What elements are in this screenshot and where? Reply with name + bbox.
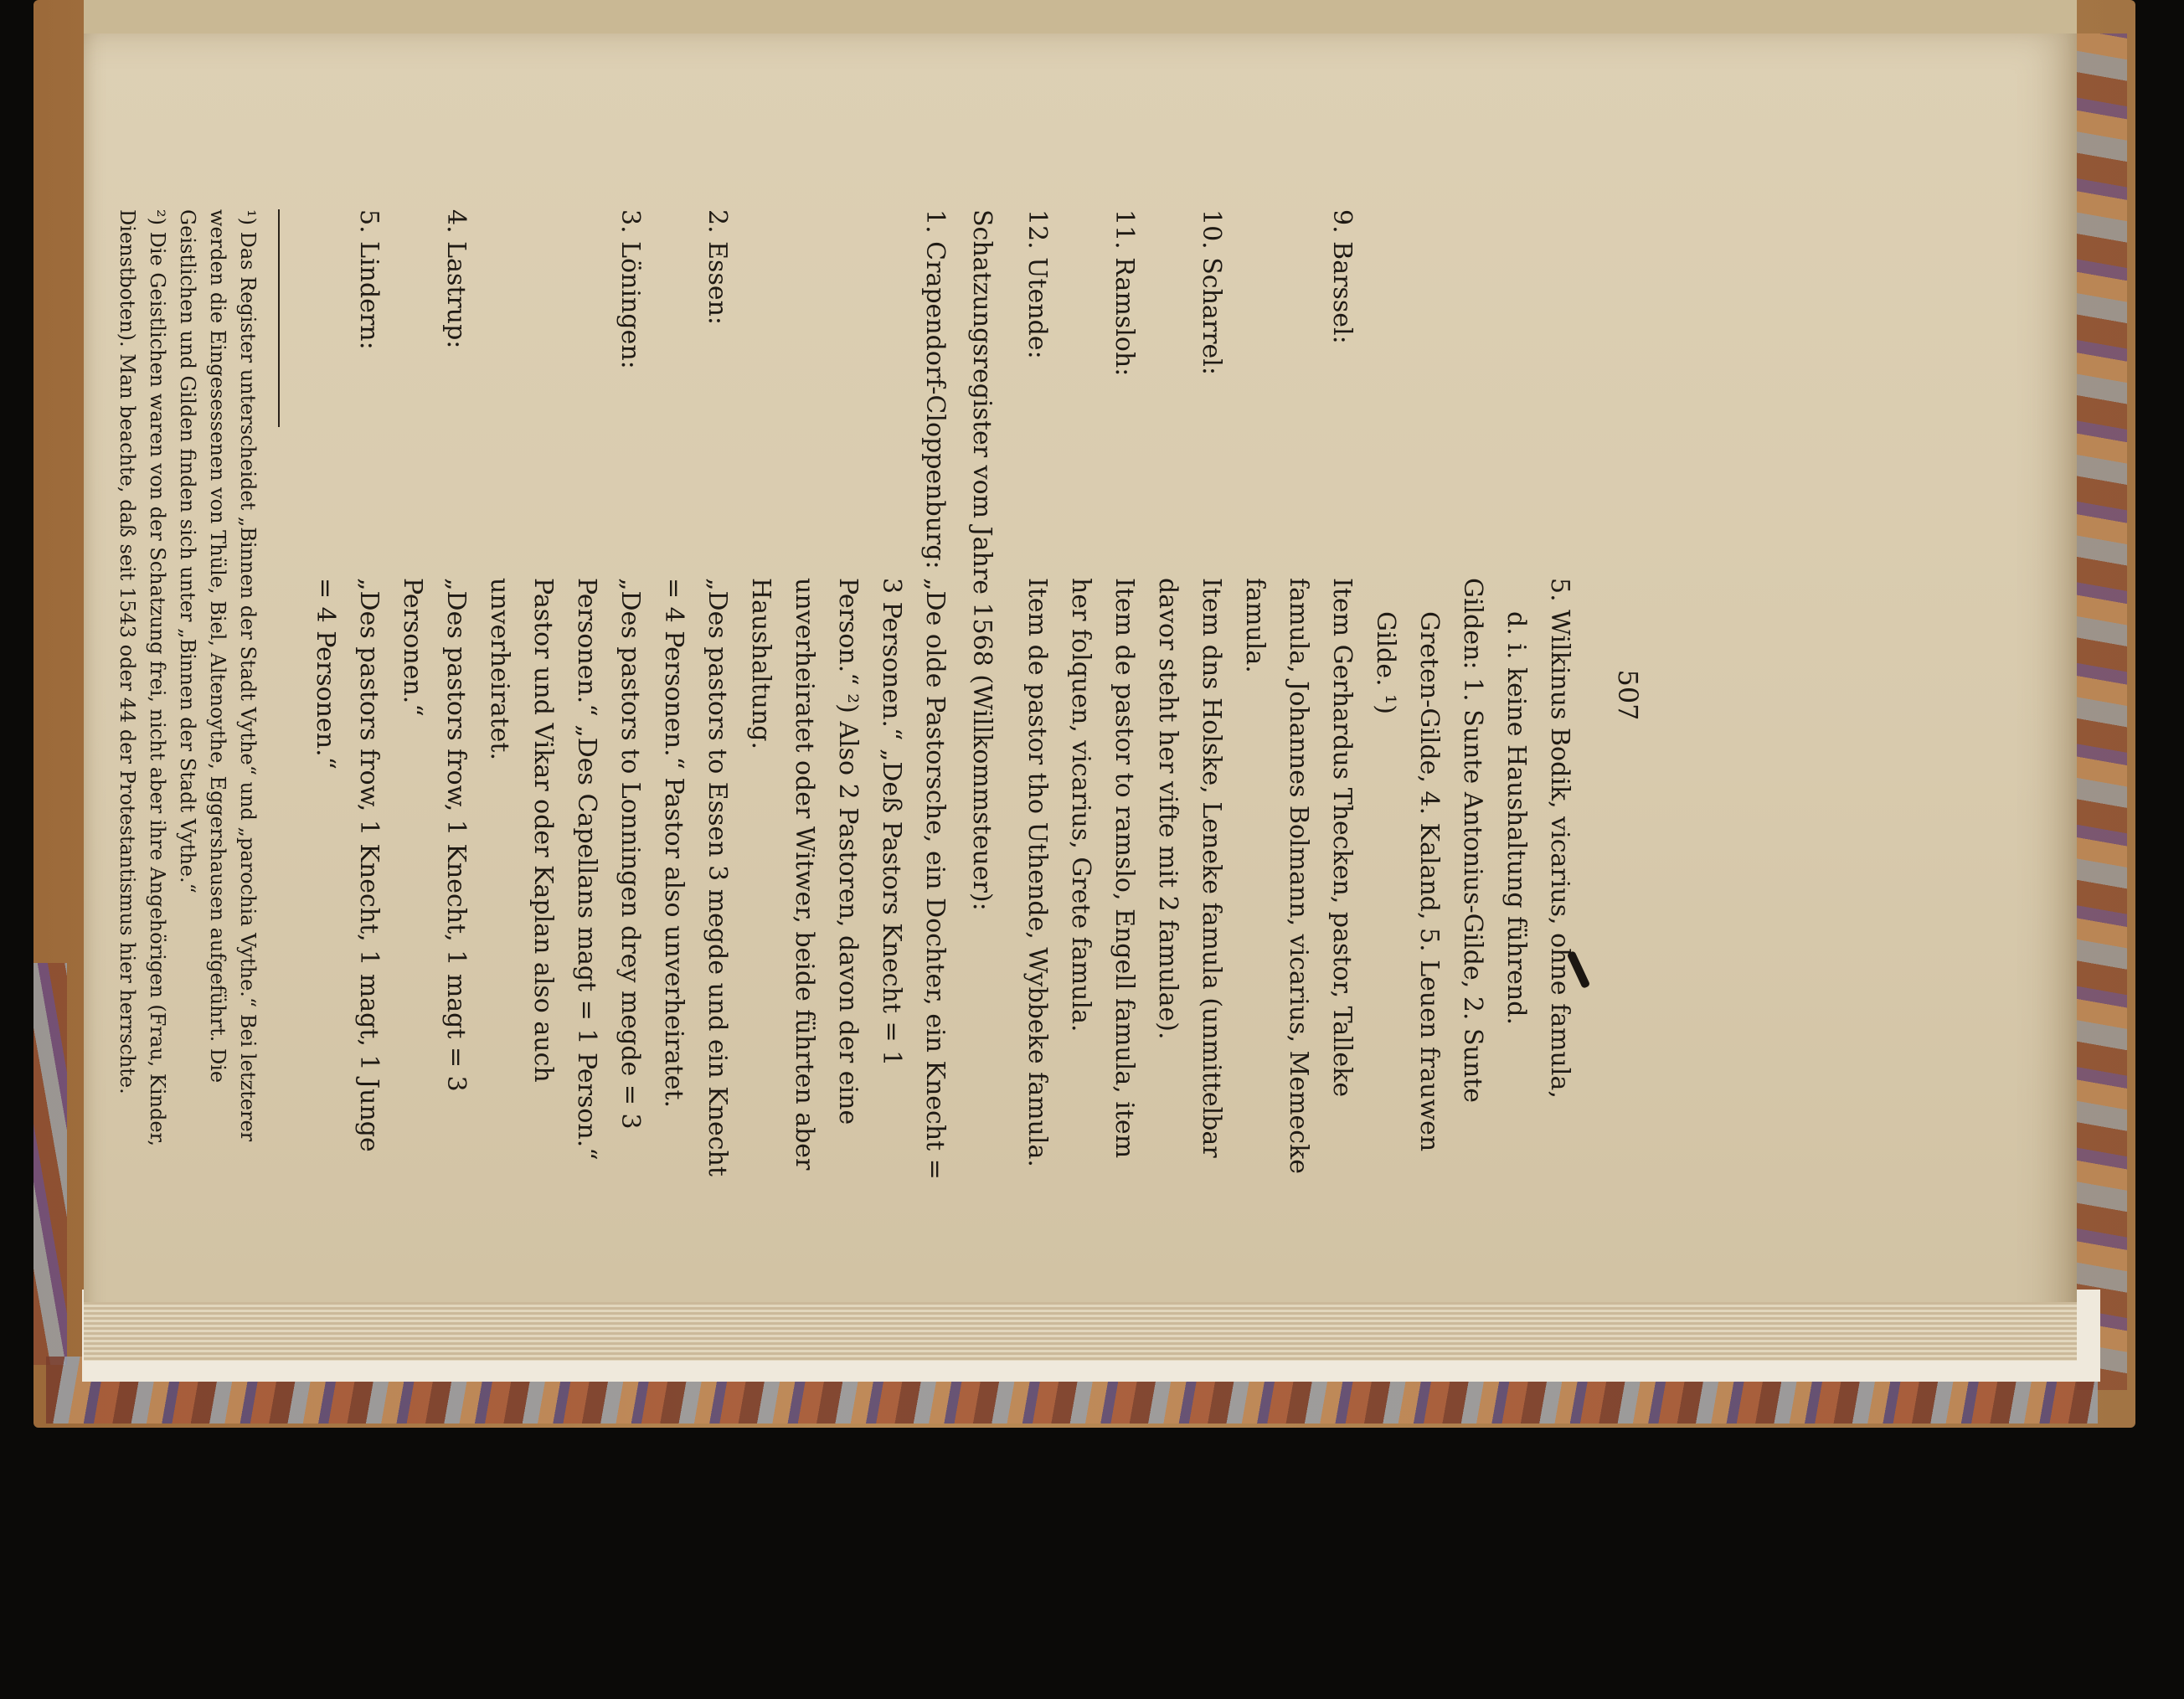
footnote-2: ²) Die Geistlichen waren von der Schatzung frei, nicht aber ihre Angehörigen (Frau, Kinder, Dienstboten). Man beachte, daß seit 1543 oder 44 der Protestantismus hier herrschte. [116,209,169,1147]
entry-label: 1. Crapendorf-Cloppenburg: [920,209,950,569]
text-line: Greten-Gilde, 4. Kaland, 5. Leuen frauwen [1414,611,1444,1152]
entry-text: Item de pastor tho Uthende, Wybbeke famula. [1022,578,1052,1167]
entry-text: Item Gerhardus Thecken, pastor, Talleke famula, Johannes Bolmann, vicarius, Memecke famula. [1240,578,1357,1175]
text-line: 5. Wilkinus Bodik, vicarius, ohne famula, [1545,578,1574,1099]
entry-text: Item de pastor to ramslo, Engell famula, item her folquen, vicarius, Grete famula. [1066,578,1139,1159]
entry-utende [1015,209,1059,1181]
text-line: Gilde. ¹) [1371,611,1400,714]
entry-essen [652,209,739,1181]
footnote-divider [278,209,280,427]
text-line: d. i. keine Haushaltung führend. [1502,611,1531,1025]
marbled-endpaper-right [2077,33,2127,1390]
entry-label: 3. Löningen: [616,209,645,369]
entry-text: „Des pastors frow, 1 Knecht, 1 magt = 3 Personen.“ [398,578,471,1092]
entry-label: 11. Ramsloh: [1110,209,1139,377]
entry-scharrel [1146,209,1233,1181]
entry-label: 2. Essen: [703,209,732,326]
entry-text: „Des pastors to Essen 3 megde und ein Knecht = 4 Personen.“ Pastor also unverheiratet. [659,578,732,1176]
entry-text: Item dns Holske, Leneke famula (unmittelbar davor steht her vifte mit 2 famulae). [1153,578,1226,1158]
text-line: Gilden: 1. Sunte Antonius-Gilde, 2. Sunte [1458,578,1487,1103]
rotated-text-block [0,159,1683,1231]
entry-loeningen [477,209,652,1181]
page-number: 507 [1612,669,1644,721]
entry-label: 12. Utende: [1022,209,1052,359]
entry-lastrup [390,209,477,1181]
entry-barssel [1233,209,1363,1181]
entry-label: 4. Lastrup: [441,209,471,349]
entry-crapendorf [739,209,956,1181]
entry-lindern [303,209,390,1181]
entry-label: 5. Lindern: [354,209,384,350]
section-heading: Schatzungsregister vom Jahre 1568 (Willkommsteuer): [967,209,997,911]
entry-text: „Des pastors frow, 1 Knecht, 1 magt, 1 Junge = 4 Personen.“ [311,578,384,1152]
facing-page-edge [84,0,2077,35]
page-edges [84,1302,2077,1361]
top-continuation [1363,209,1581,1181]
entry-label: 9. Barssel: [1327,209,1357,344]
entry-label: 10. Scharrel: [1197,209,1226,375]
entry-text: „Des pastors to Lonningen drey megde = 3 Personen.“ „Des Capellans magt = 1 Person.“ Pastor und Vikar oder Kaplan also auch unverheiratet. [485,578,645,1161]
entry-text: „De olde Pastorsche, ein Dochter, ein Knecht = 3 Personen.“ „Deß Pastors Knecht = 1 Person.“ ²) Also 2 Pastoren, davon der eine unverheiratet oder Witwer, beide führten aber Haushaltung. [746,578,950,1180]
footnote-1: ¹) Das Register unterscheidet „Binnen der Stadt Vythe“ und „parochia Vythe.“ Bei letzterer werden die Eingesessenen von Thüle, Biel, Altenoythe, Eggershausen aufgeführt. Die Geistlichen und Gilden finden sich unter „Binnen der Stadt Vythe.“ [176,209,260,1142]
entry-ramsloh [1059,209,1146,1181]
